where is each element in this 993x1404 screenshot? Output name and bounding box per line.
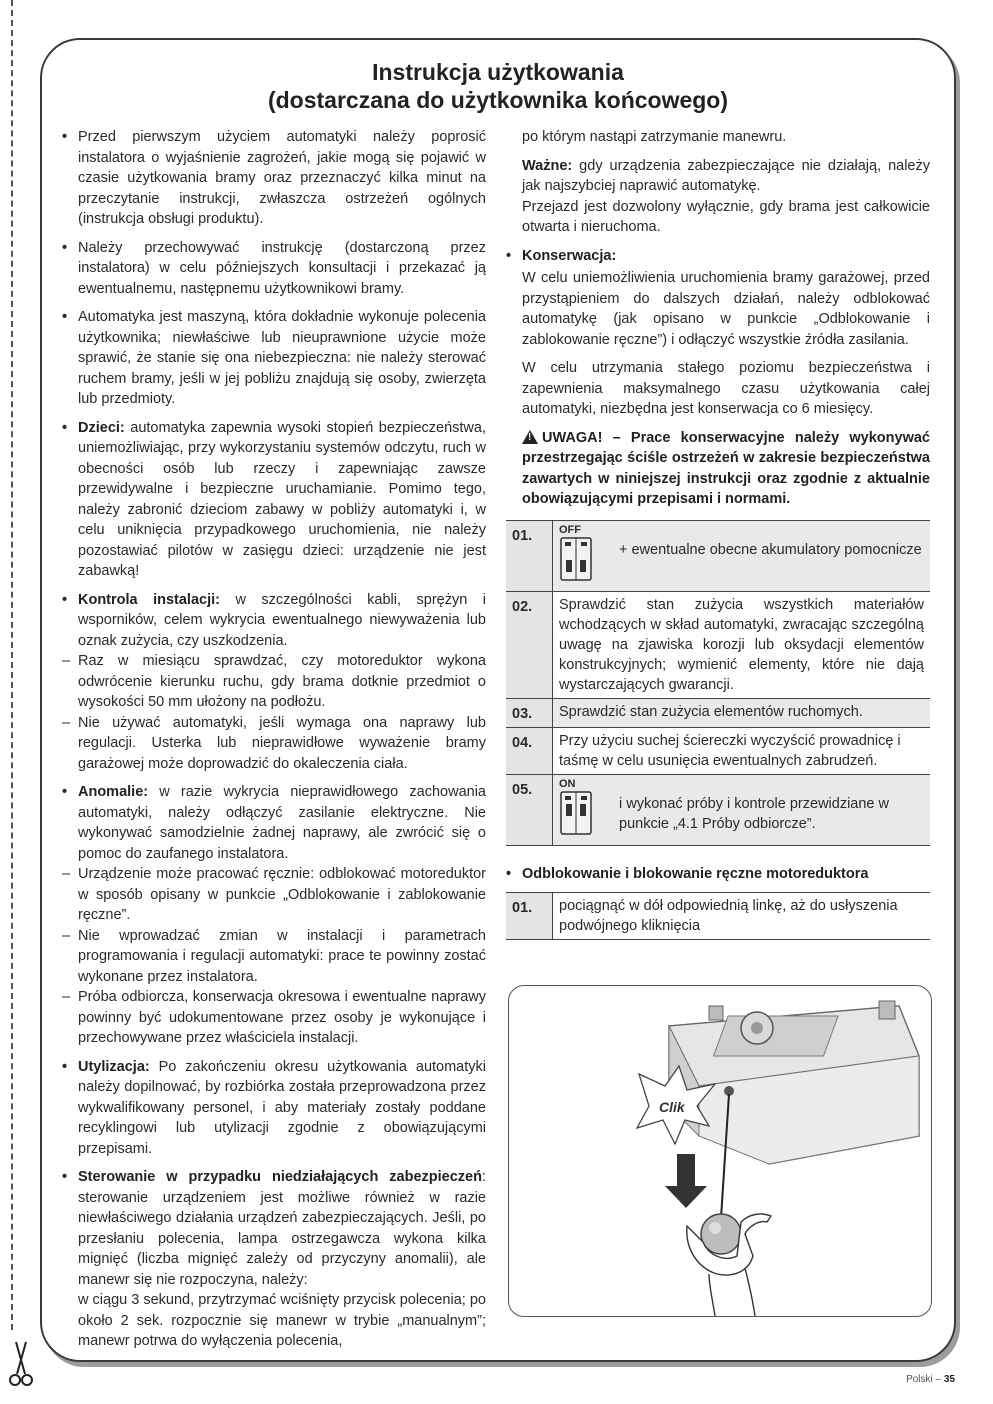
paragraph-first-use: • Przed pierwszym użyciem automatyki należy poprosić instalatora o wyjaśnienie zagrożeń, jakie mogą się pojawić w czasie użytkowania bramy oraz przeznaczyć kilka minut na przeczytanie instrukcji, zwłaszcza ostrzeżeń ogólnych (instrukcja obsługi produktu). [62,127,486,230]
breaker-off-icon [559,536,593,582]
step-text: i wykonać próby i kontrole przewidziane w punkcie „4.1 Próby odbiorcze”. [619,795,889,832]
step-text: pociągnąć w dół odpowiednią linkę, aż do usłyszenia podwójnego kliknięcia [553,893,931,940]
table-row [506,698,930,727]
gear-motor-drawing [509,986,931,1316]
dash-documentation: – Próba odbiorcza, konserwacja okresowa i ewentualne naprawy powinny być udokumentowane przez osoby je wykonujące i przechowywane przez właściciela instalacji. [62,987,486,1049]
manual-release-heading: • Odblokowanie i blokowanie ręczne motoreduktora [506,864,930,885]
installation-check-text: w szczególności kabli, sprężyn i wsporników, celem wykrycia ewentualnego niewyważenia lub oznak zużycia, czy uszkodzenia. [78,591,486,649]
step-number: 01. [506,893,553,940]
children-text: automatyka zapewnia wysoki stopień bezpieczeństwa, uniemożliwiając, przy wykorzystaniu systemów odczytu, ruch w obecności osób lub rzeczy i zapewniając zawsze przewidywalne i bezpieczne uruchamianie. Pomimo tego, należy zabronić dzieciom zabawy w pobliży automatyki i, w celu uniknięcia przypadkowego uruchomienia, nie należy pozostawiać pilotów w zasięgu dzieci: urządzenie nie jest zabawką! [78,419,486,579]
scissors-icon [6,1340,36,1390]
cut-line [11,0,13,1330]
control-faulty-safety-text: : sterowanie urządzeniem jest możliwe również w razie niewłaściwego działania urządzeń zabezpieczających. Jeśli, po przesłaniu polecenia, lampa ostrzegawcza wykona kilka mignięć (liczba mignięć zależy od przyczyny anomalii), ale manewr się nie rozpoczyna, należy: [78,1169,486,1288]
important-label: Ważne: [522,157,573,174]
breaker-on-icon [559,790,593,836]
paragraph-children [62,418,486,582]
table-row [506,893,930,940]
paragraph-passage: Przejazd jest dozwolony wyłącznie, gdy brama jest całkowicie otwarta i nieruchoma. [522,198,930,235]
step-number: 01. [506,520,553,591]
table-row [506,520,930,591]
step-text: Sprawdzić stan zużycia wszystkich materiałów wchodzących w skład automatyki, zwracając szczególną uwagę na zjawiska korozji lub oksydacji elementów konstrukcyjnych; wymienić elementy, które nie dają wystarczających gwarancji. [553,591,931,698]
paragraph-important [506,156,930,197]
table-row [506,591,930,698]
dash-manual-operation: – Urządzenie może pracować ręcznie: odblokować motoreduktor w sposób opisany w punkcie „Odblokowanie i zablokowanie ręczne”. [62,864,486,926]
children-label: Dzieci: [78,419,125,436]
maintenance-steps-table [506,520,930,846]
title-line-1: Instrukcja użytkowania [372,59,624,85]
click-label: Clik [659,1099,685,1115]
paragraph-disposal [62,1057,486,1160]
step-text: + ewentualne obecne akumulatory pomocnicze [619,541,922,558]
paragraph-continuation: po którym nastąpi zatrzymanie manewru. [522,129,787,145]
page-title [40,58,956,114]
footer-language: Polski – [906,1374,944,1385]
page-number: 35 [943,1374,955,1385]
step-number: 04. [506,727,553,774]
dash-no-changes: – Nie wprowadzać zmian w instalacji i parametrach programowania i regulacji automatyki: prace te powinny zostać wykonane przez instalatora. [62,926,486,988]
step-cell [553,520,931,591]
paragraph-keep-instructions: • Należy przechowywać instrukcję (dostarczoną przez instalatora) w celu późniejszych konsultacji i przekazać ją ewentualnemu, następnemu użytkownikowi bramy. [62,238,486,300]
left-column [62,127,486,1352]
warning-icon: ! [522,430,538,444]
step-number: 05. [506,774,553,845]
paragraph-installation-check [62,590,486,652]
paragraph-3-seconds: w ciągu 3 sekund, przytrzymać wciśnięty przycisk polecenia; po około 2 sek. rozpocznie się manewr w trybie „manualnym”; manewr potrwa do wyłączenia polecenia, [78,1292,486,1349]
important-text: gdy urządzenia zabezpieczające nie działają, należy jak najszybciej naprawić automatykę. [522,157,930,194]
step-cell [553,774,931,845]
step-number: 03. [506,698,553,727]
maintenance-label: Konserwacja: [522,247,617,264]
installation-check-label: Kontrola instalacji: [78,591,220,608]
dash-monthly-check: – Raz w miesiącu sprawdzać, czy motoreduktor wykona odwrócenie kierunku ruchu, gdy brama dotknie przedmiot o wysokości 50 mm ułożony na podłożu. [62,651,486,713]
table-row [506,774,930,845]
paragraph-control-faulty-safety [62,1167,486,1290]
page-footer [906,1374,955,1385]
paragraph-automation-machine: • Automatyka jest maszyną, która dokładnie wykonuje polecenia użytkownika; niewłaściwe lub nieuprawnione użycie może sprawić, że stanie się ona niebezpieczna: nie należy sterować ruchem bramy, jeśli w jej pobliżu znajdują się osoby, zwierzęta lub przedmioty. [62,307,486,410]
control-faulty-safety-label: Sterowanie w przypadku niedziałających zabezpieczeń [78,1169,482,1185]
disposal-text: Po zakończeniu okresu użytkowania automatyki należy dopilnować, by rozbiórka została przeprowadzona przez wykwalifikowany personel, i aby materiały zostały poddane recyklingowi lub utylizacji zgodnie z obowiązującymi przepisami. [78,1058,486,1157]
warning-text: UWAGA! – Prace konserwacyjne należy wykonywać przestrzegając ściśle ostrzeżeń w zakresie bezpieczeństwa zawartych w niniejszej instrukcji oraz zgodnie z aktualnie obowiązującymi przepisami i normami. [522,429,930,507]
step-text: Sprawdzić stan zużycia elementów ruchomych. [553,698,931,727]
step-text: Przy użyciu suchej ściereczki wyczyścić prowadnicę i taśmę w celu usunięcia ewentualnych zabrudzeń. [553,727,931,774]
manual-release-illustration [508,985,932,1317]
paragraph-maintenance-2: W celu utrzymania stałego poziomu bezpieczeństwa i zapewnienia maksymalnego czasu użytkowania całej automatyki, niezbędna jest konserwacja co 6 miesięcy. [522,360,930,417]
paragraph-maintenance-1: W celu uniemożliwienia uruchomienia bramy garażowej, przed przystąpieniem do dalszych działań, należy odblokować automatykę (jak opisano w punkcie „Odblokowanie i zablokowanie ręczne”) i odłączyć wszystkie źródła zasilania. [522,270,930,348]
warning-paragraph [506,428,930,510]
dash-no-use-repair: – Nie używać automatyki, jeśli wymaga ona naprawy lub regulacji. Usterka lub nieprawidłowe wyważenie bramy garażowej może doprowadzić do okaleczenia ciała. [62,713,486,775]
right-column [506,127,930,940]
title-line-2: (dostarczana do użytkownika końcowego) [267,87,729,113]
step-number: 02. [506,591,553,698]
maintenance-heading [506,246,930,267]
anomalies-text: w razie wykrycia nieprawidłowego zachowania automatyki, należy odłączyć zasilanie elektryczne. Nie wykonywać samodzielnie żadnej naprawy, ale zwrócić się o pomoc do zaufanego instalatora. [78,784,486,862]
paragraph-anomalies [62,782,486,864]
switch-off-label: OFF [559,523,581,536]
manual-release-table [506,892,930,940]
switch-on-label: ON [559,777,576,790]
disposal-label: Utylizacja: [78,1058,150,1075]
anomalies-label: Anomalie: [78,784,149,800]
table-row [506,727,930,774]
